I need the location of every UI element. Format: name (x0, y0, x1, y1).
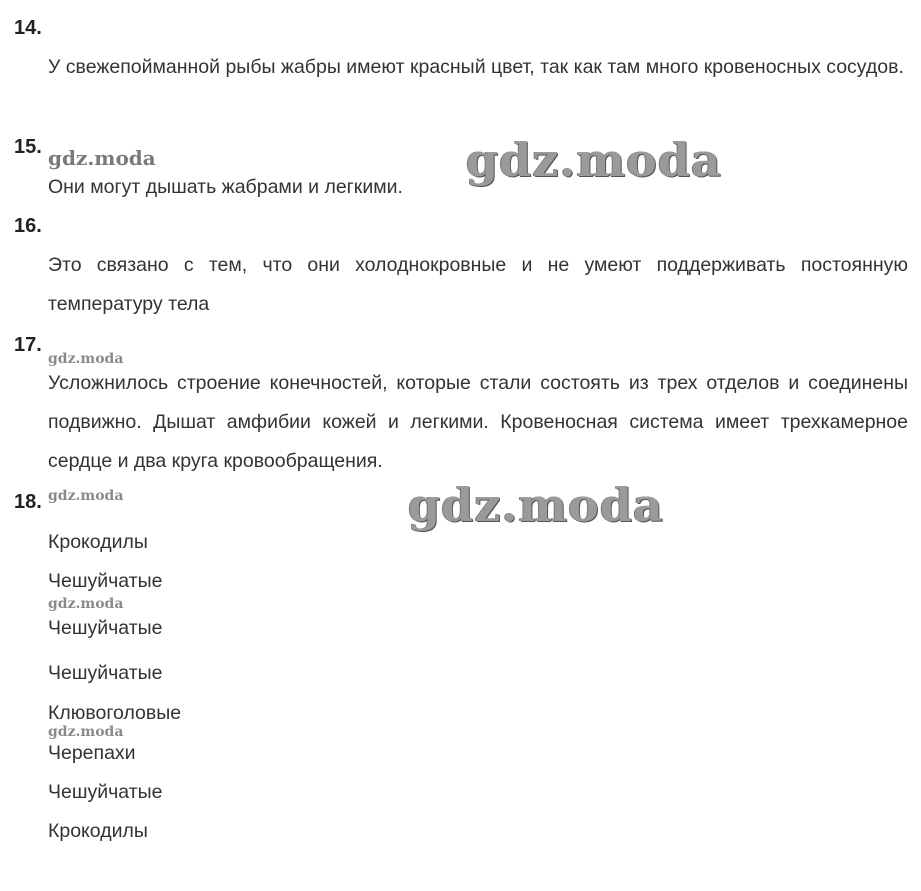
watermark: gdz.moda (48, 488, 124, 504)
answer-text-15: Они могут дышать жабрами и легкими. (48, 176, 403, 198)
list-item: Чешуйчатые (48, 570, 163, 592)
list-item: Чешуйчатые (48, 617, 163, 639)
watermark: gdz.moda (408, 478, 664, 532)
answer-number-16: 16. (14, 215, 42, 237)
list-item: Чешуйчатые (48, 662, 163, 684)
list-item: Крокодилы (48, 531, 148, 553)
watermark: gdz.moda (48, 351, 124, 367)
watermark: gdz.moda (48, 596, 124, 612)
answer-number-15: 15. (14, 136, 42, 158)
answer-number-17: 17. (14, 334, 42, 356)
answer-text-14: У свежепойманной рыбы жабры имеют красный цвет, так как там много кровеносных сосудов. (48, 56, 904, 78)
watermark: gdz.moda (48, 146, 156, 170)
list-item: Клювоголовые (48, 702, 182, 724)
answer-number-18: 18. (14, 491, 42, 513)
list-item: Чешуйчатые (48, 781, 163, 803)
watermark: gdz.moda (466, 133, 722, 187)
list-item: Черепахи (48, 742, 136, 764)
answer-text-16: Это связано с тем, что они холоднокровные и не умеют поддерживать постоянную температуру тела (48, 254, 908, 315)
watermark: gdz.moda (48, 724, 124, 740)
answer-text-17: Усложнилось строение конечностей, которые стали состоять из трех отделов и соединены подвижно. Дышат амфибии кожей и легкими. Кровеносная система имеет трехкамерное сердце и два круга кровообращения. (48, 372, 908, 472)
answer-number-14: 14. (14, 17, 42, 39)
list-item: Крокодилы (48, 820, 148, 842)
